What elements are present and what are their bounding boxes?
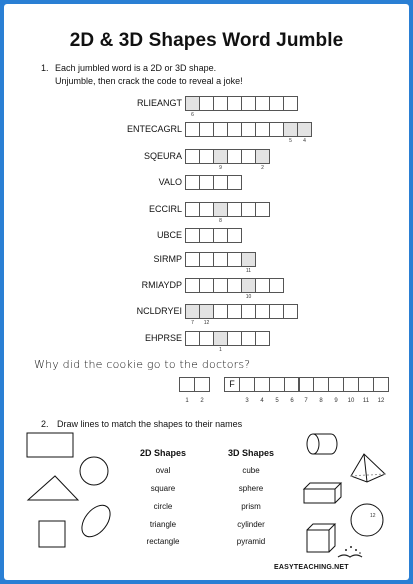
jumbled-word: ENTECAGRL (126, 124, 182, 134)
section1-line2: Unjumble, then crack the code to reveal a joke! (55, 76, 243, 86)
section2-text: Draw lines to match the shapes to their names (57, 419, 243, 429)
code-number: 6 (191, 112, 194, 118)
name-3d-sphere: sphere (238, 484, 264, 493)
name-2d-square: square (150, 484, 176, 493)
code-number: 5 (289, 138, 292, 144)
svg-text:12: 12 (370, 513, 376, 519)
answer-number: 12 (377, 398, 385, 404)
jumbled-word: RLIEANGT (136, 98, 182, 108)
triangle-shape (28, 476, 78, 500)
name-2d-triangle: triangle (149, 520, 177, 529)
answer-number: 10 (347, 398, 355, 404)
circle-shape (80, 457, 108, 485)
heading-2d-shapes: 2D Shapes (139, 448, 187, 458)
answer-number: 6 (290, 398, 294, 404)
code-number: 12 (203, 320, 210, 326)
jumbled-word: ECCIRL (148, 204, 182, 214)
shapes-drawing (4, 4, 409, 580)
worksheet-page (4, 4, 409, 580)
code-number: 9 (219, 165, 222, 171)
answer-number: 9 (334, 398, 338, 404)
name-3d-pyramid: pyramid (236, 537, 266, 546)
answer-number: 8 (319, 398, 323, 404)
code-number: 7 (191, 320, 194, 326)
name-2d-rectangle: rectangle (146, 537, 180, 546)
jumbled-word: VALO (158, 177, 182, 187)
answer-number: 2 (200, 398, 204, 404)
code-number: 11 (245, 268, 252, 274)
code-number: 2 (261, 165, 264, 171)
name-3d-prism: prism (241, 502, 261, 511)
given-letter: F (229, 379, 235, 389)
sphere-shape (351, 504, 383, 536)
pyramid-shape (351, 454, 385, 482)
jumbled-word: UBCE (156, 230, 182, 240)
code-number: 1 (219, 347, 222, 353)
name-3d-cylinder: cylinder (237, 520, 265, 529)
jumbled-word: RMIAYDP (141, 280, 182, 290)
heading-3d-shapes: 3D Shapes (227, 448, 275, 458)
code-number: 8 (219, 218, 222, 224)
square-shape (39, 521, 65, 547)
answer-number: 5 (275, 398, 279, 404)
section1-number: 1. (41, 63, 49, 73)
code-number: 4 (303, 138, 306, 144)
answer-number: 11 (362, 398, 370, 404)
code-number: 10 (245, 294, 252, 300)
name-2d-circle: circle (153, 502, 173, 511)
name-2d-oval: oval (155, 466, 171, 475)
name-3d-cube: cube (242, 466, 260, 475)
answer-number: 7 (304, 398, 308, 404)
jumbled-word: SIRMP (153, 254, 182, 264)
prism-shape (304, 483, 341, 503)
section1-line1: Each jumbled word is a 2D or 3D shape. (55, 63, 217, 73)
jumbled-word: NCLDRYEI (136, 306, 182, 316)
page-title: 2D & 3D Shapes Word Jumble (69, 30, 344, 51)
jumbled-word: SQEURA (143, 151, 182, 161)
rectangle-shape (27, 433, 73, 457)
cylinder-shape (307, 434, 337, 454)
riddle-question: Why did the cookie go to the doctors? (34, 358, 251, 371)
jumbled-word: EHPRSE (144, 333, 182, 343)
oval-shape (76, 500, 116, 542)
logo-text: EASYTEACHING.NET (274, 564, 349, 571)
answer-number: 3 (245, 398, 249, 404)
answer-number: 4 (260, 398, 264, 404)
answer-number: 1 (185, 398, 189, 404)
section2-number: 2. (41, 419, 49, 429)
cube-shape (307, 524, 335, 552)
book-icon (338, 546, 362, 557)
